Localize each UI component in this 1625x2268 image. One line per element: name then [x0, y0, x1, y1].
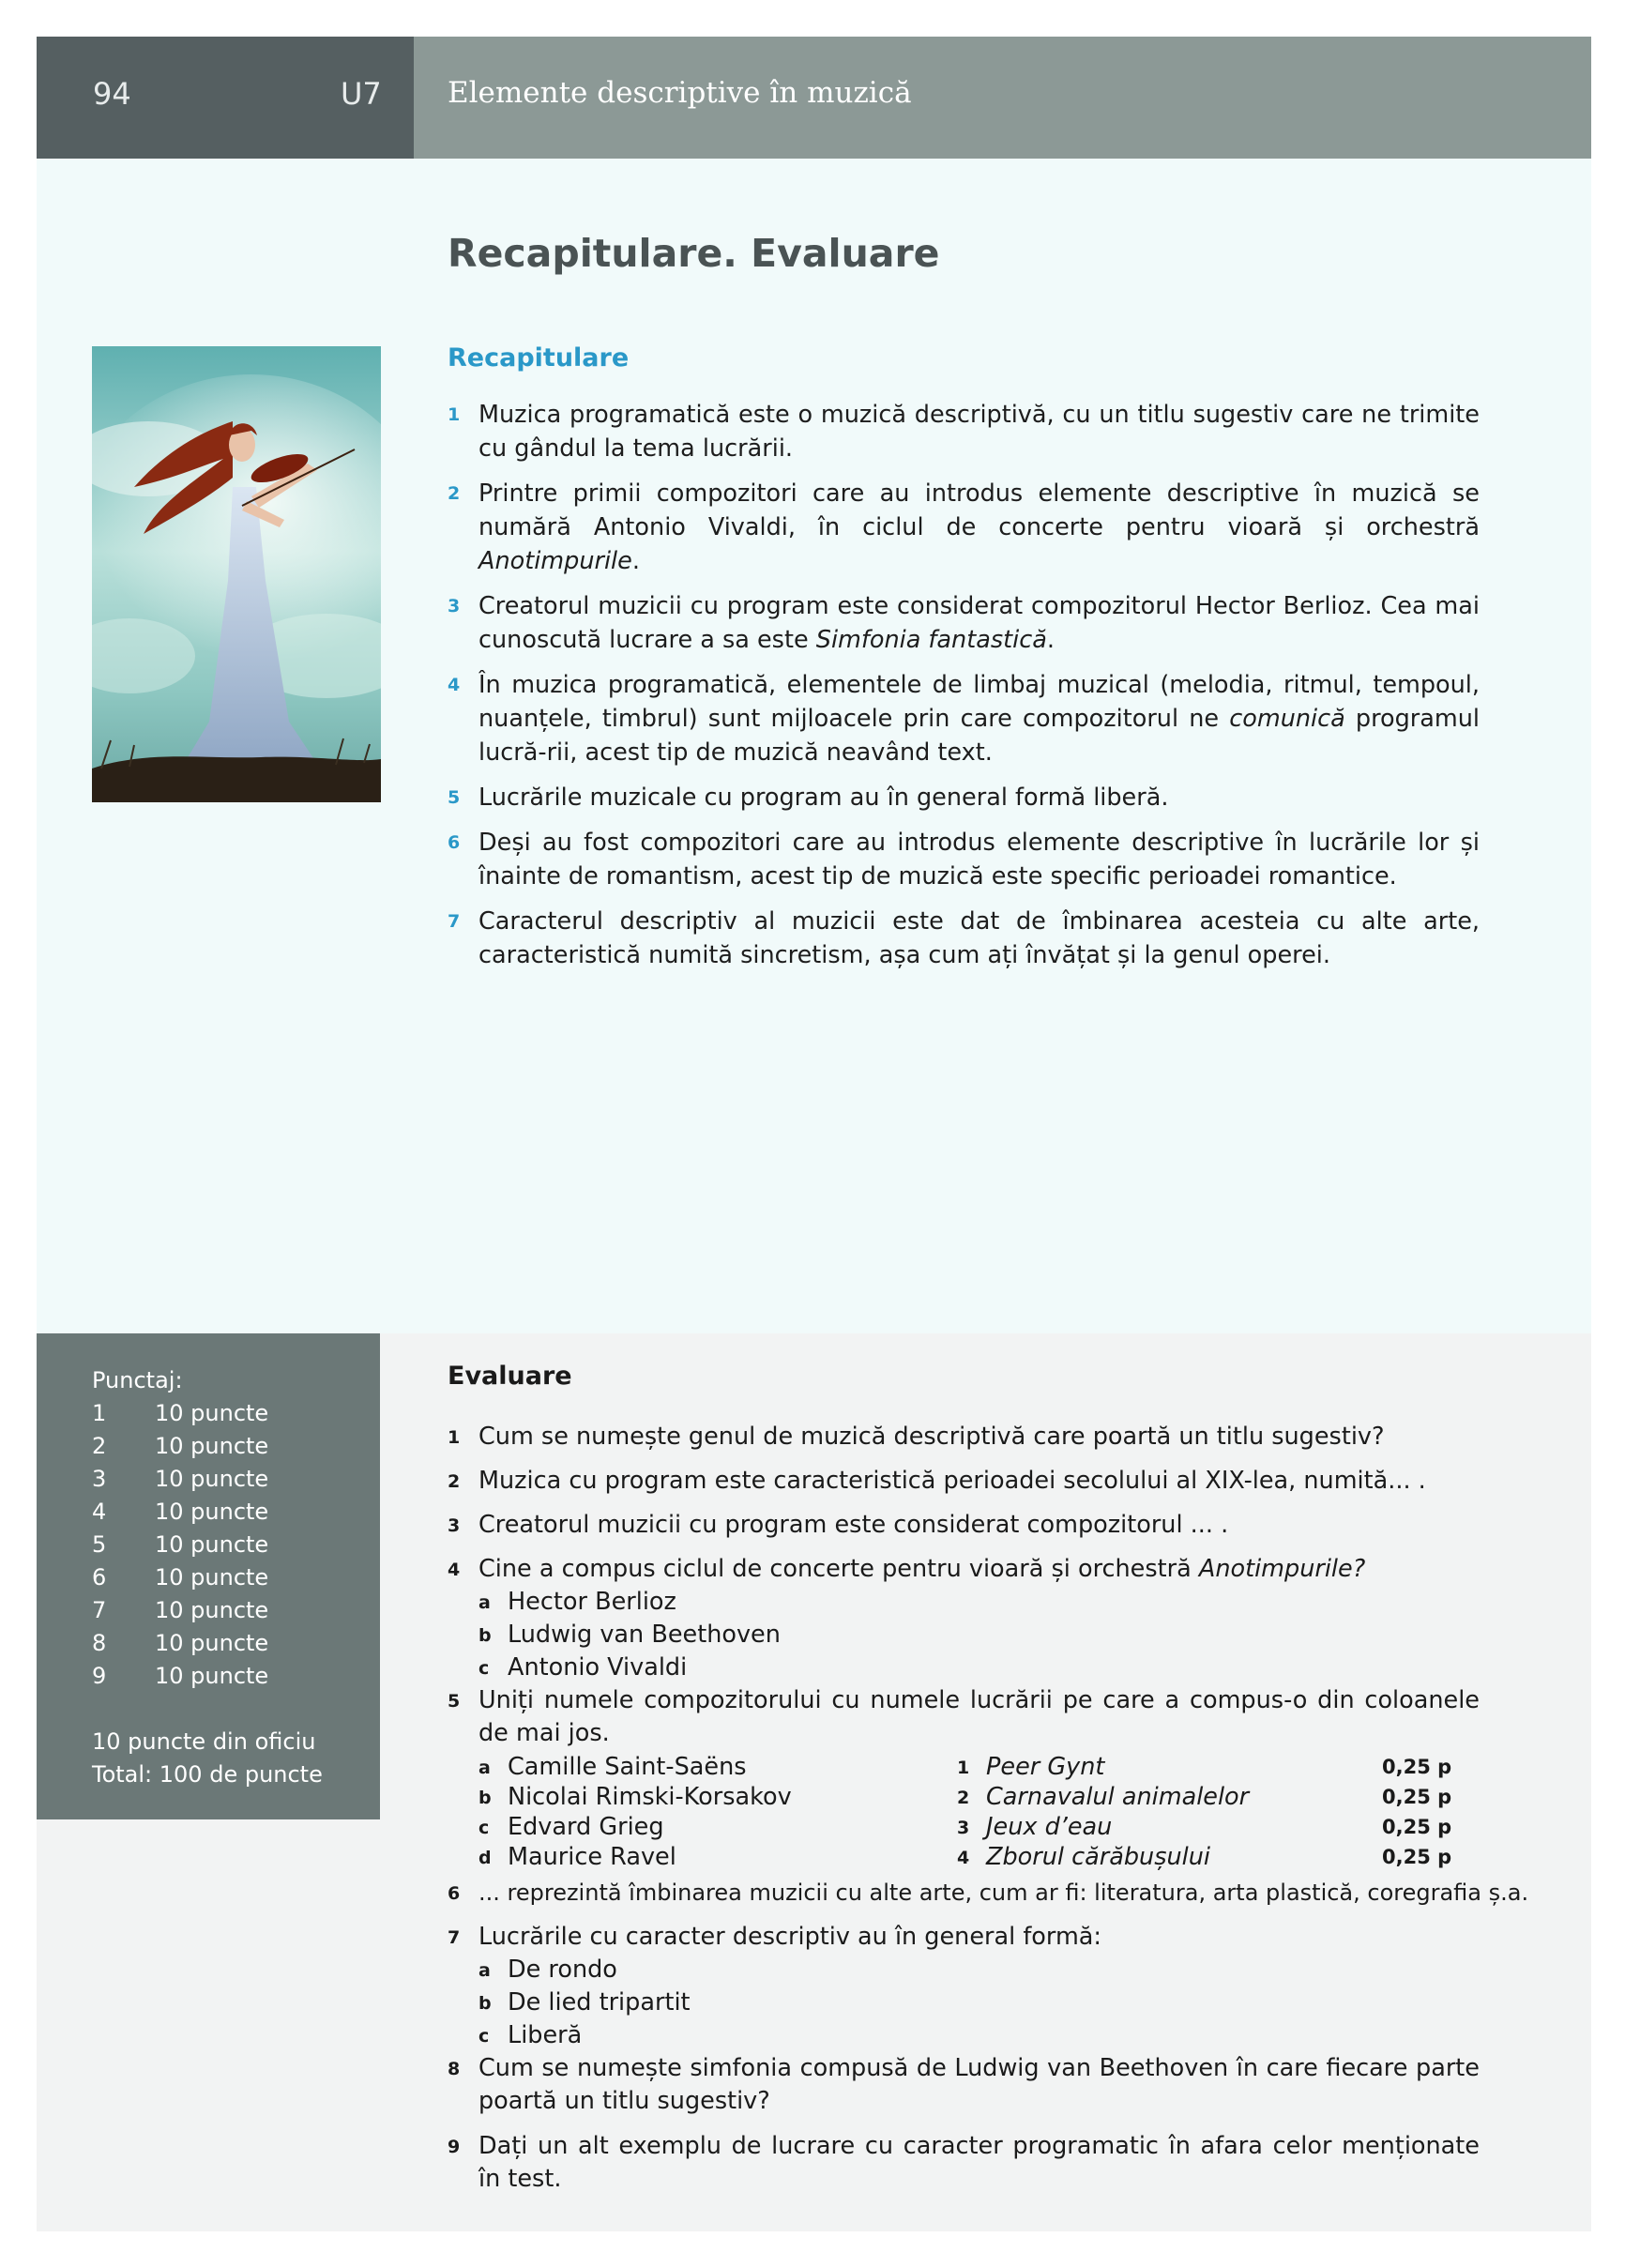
score-num: 5 — [92, 1531, 107, 1558]
score-num: 3 — [92, 1466, 107, 1492]
list-item: 7 Caracterul descriptiv al muzicii este dat de îmbinarea acesteia cu alte arte, caracteristică numită sincretism, așa cum ați învățat și la genul operei. — [448, 907, 1480, 969]
score-heading: Punctaj: — [92, 1367, 183, 1393]
list-item: 1 Muzica programatică este o muzică descriptivă, cu un titlu sugestiv care ne trimite cu gândul la tema lucrării. — [448, 401, 1480, 463]
violinist-photo — [92, 346, 381, 802]
recap-heading: Recapitulare — [448, 343, 630, 373]
score-points: 10 puncte — [155, 1597, 269, 1623]
score-points: 10 puncte — [155, 1499, 269, 1525]
recap-list — [448, 398, 1480, 983]
score-num: 6 — [92, 1564, 107, 1591]
score-points: 10 puncte — [155, 1433, 269, 1459]
work-points: 0,25 p — [1382, 1756, 1452, 1778]
score-num: 2 — [92, 1433, 107, 1459]
list-item: 4 În muzica programatică, elementele de limbaj muzical (melodia, ritmul, tempoul, nuanțele, timbrul) sunt mijloacele prin care compozitorul ne comunică programul lucră-rii, acest tip de muzică neavând text. — [448, 671, 1481, 767]
score-points: 10 puncte — [155, 1400, 269, 1426]
list-item: 5 Lucrările muzicale cu program au în general formă liberă. — [448, 784, 1169, 812]
page-title: Recapitulare. Evaluare — [448, 231, 940, 276]
unit-label: U7 — [341, 76, 382, 112]
header-right-band — [414, 37, 1591, 159]
score-num: 4 — [92, 1499, 107, 1525]
page-number: 94 — [93, 76, 131, 112]
violinist-illustration — [92, 346, 381, 802]
list-item: 3 Creatorul muzicii cu program este considerat compozitorul Hector Berlioz. Cea mai cunoscută lucrare a sa este Simfonia fantastică. — [448, 592, 1480, 654]
score-points: 10 puncte — [155, 1531, 269, 1558]
score-total: Total: 100 de puncte — [92, 1761, 323, 1788]
work-points: 0,25 p — [1382, 1786, 1452, 1808]
work-points: 0,25 p — [1382, 1846, 1452, 1868]
work-points: 0,25 p — [1382, 1816, 1452, 1838]
list-item: 2 Printre primii compozitori care au introdus elemente descriptive în muzică se numără Antonio Vivaldi, în ciclul de concerte pentru vioară și orchestră Anotimpurile. — [448, 479, 1480, 575]
score-num: 8 — [92, 1630, 107, 1656]
evaluation-heading: Evaluare — [448, 1362, 572, 1391]
score-office: 10 puncte din oficiu — [92, 1728, 316, 1755]
chapter-title: Elemente descriptive în muzică — [448, 76, 912, 110]
score-points: 10 puncte — [155, 1630, 269, 1656]
list-item: 6 Deși au fost compozitori care au introdus elemente descriptive în lucrările lor și înainte de romantism, acest tip de muzică este specific perioadei romantice. — [448, 829, 1480, 890]
score-num: 9 — [92, 1663, 107, 1689]
score-box — [37, 1333, 380, 1819]
page-header — [37, 37, 1591, 159]
score-points: 10 puncte — [155, 1663, 269, 1689]
score-num: 1 — [92, 1400, 107, 1426]
score-num: 7 — [92, 1597, 107, 1623]
header-left-band — [37, 37, 414, 159]
score-points: 10 puncte — [155, 1466, 269, 1492]
score-points: 10 puncte — [155, 1564, 269, 1591]
